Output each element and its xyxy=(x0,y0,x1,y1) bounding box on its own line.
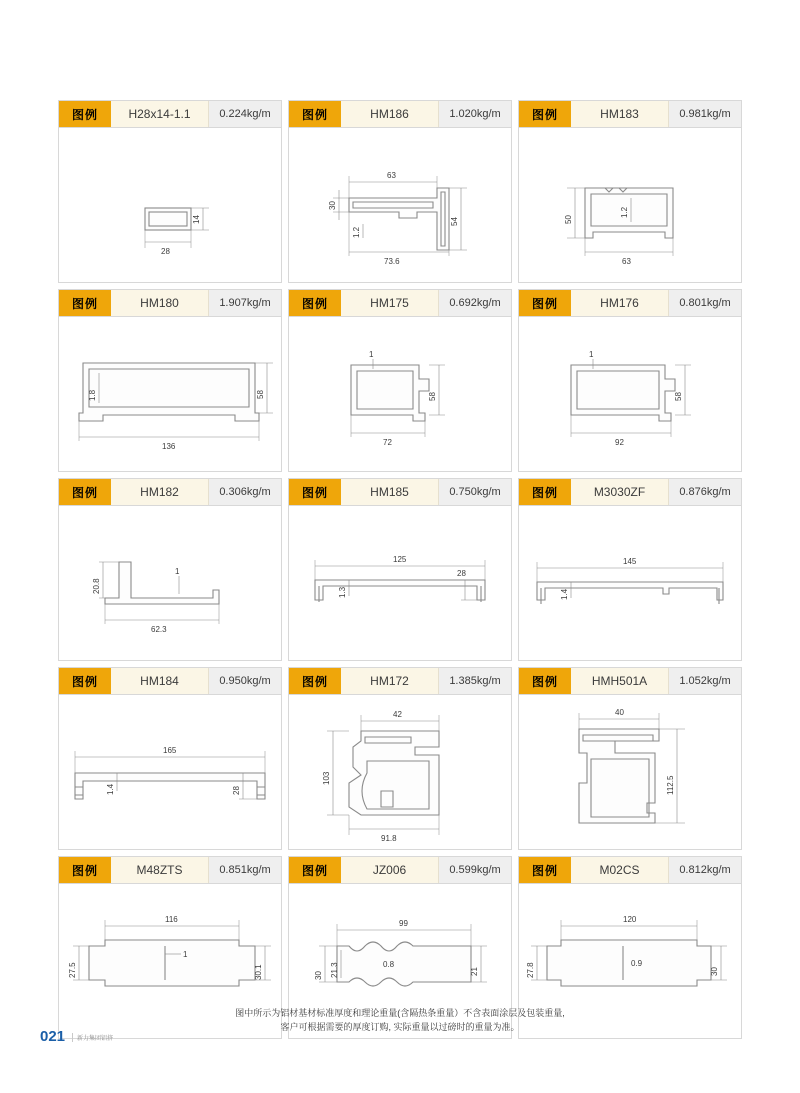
dim-label: 1.4 xyxy=(106,783,115,795)
dim-label: 30 xyxy=(328,201,337,210)
profile-code: HM172 xyxy=(341,668,439,694)
profile-weight: 0.812kg/m xyxy=(669,857,741,883)
profile-row xyxy=(58,289,742,472)
profile-drawing xyxy=(59,695,281,849)
legend-tag: 图例 xyxy=(519,857,571,883)
dim-label: 40 xyxy=(615,708,624,717)
profile-weight: 0.599kg/m xyxy=(439,857,511,883)
profile-card[interactable] xyxy=(518,289,742,472)
card-header xyxy=(59,857,281,884)
dim-label: 30 xyxy=(710,967,719,976)
legend-tag: 图例 xyxy=(519,290,571,316)
card-header xyxy=(519,290,741,317)
dim-label: 14 xyxy=(192,215,201,224)
legend-tag: 图例 xyxy=(289,479,341,505)
footnote-line-1: 图中所示为铝材基材标准厚度和理论重量(含隔热条重量）不含表面涂层及包装重量, xyxy=(235,1008,565,1018)
profile-weight: 0.306kg/m xyxy=(209,479,281,505)
profile-drawing xyxy=(289,695,511,849)
profile-card[interactable] xyxy=(288,289,512,472)
dim-label: 92 xyxy=(615,438,624,447)
legend-tag: 图例 xyxy=(519,479,571,505)
dim-label: 54 xyxy=(450,217,459,226)
dim-label: 0.9 xyxy=(631,959,643,968)
profile-code: HM186 xyxy=(341,101,439,127)
profile-weight: 0.981kg/m xyxy=(669,101,741,127)
profile-drawing xyxy=(519,317,741,471)
dim-label: 145 xyxy=(623,557,637,566)
profile-card[interactable] xyxy=(518,667,742,850)
profile-code: JZ006 xyxy=(341,857,439,883)
dim-label: 28 xyxy=(232,786,241,795)
dim-label: 116 xyxy=(165,915,178,924)
profile-code: HM185 xyxy=(341,479,439,505)
profile-card[interactable] xyxy=(518,100,742,283)
dim-label: 1 xyxy=(369,350,374,359)
profile-weight: 1.052kg/m xyxy=(669,668,741,694)
dim-label: 30 xyxy=(314,971,323,980)
profile-code: M48ZTS xyxy=(111,857,209,883)
profile-weight: 0.801kg/m xyxy=(669,290,741,316)
profile-drawing xyxy=(59,506,281,660)
profile-drawing xyxy=(519,695,741,849)
dim-label: 103 xyxy=(322,771,331,785)
legend-tag: 图例 xyxy=(59,101,111,127)
card-header xyxy=(59,290,281,317)
profile-code: M3030ZF xyxy=(571,479,669,505)
profile-card[interactable] xyxy=(58,667,282,850)
dim-label: 58 xyxy=(428,392,437,401)
dim-label: 20.8 xyxy=(92,578,101,594)
dim-label: 1.8 xyxy=(88,389,97,401)
profile-row xyxy=(58,100,742,283)
dim-label: 28 xyxy=(161,247,170,256)
profile-card[interactable] xyxy=(288,478,512,661)
profile-drawing xyxy=(289,128,511,282)
dim-label: 58 xyxy=(256,390,265,399)
profile-row xyxy=(58,667,742,850)
profile-drawing xyxy=(59,128,281,282)
profile-drawing xyxy=(59,317,281,471)
profile-drawing xyxy=(289,317,511,471)
profile-code: HM175 xyxy=(341,290,439,316)
profile-code: HM182 xyxy=(111,479,209,505)
legend-tag: 图例 xyxy=(59,479,111,505)
card-header xyxy=(519,668,741,695)
profile-card[interactable] xyxy=(58,100,282,283)
profile-weight: 0.750kg/m xyxy=(439,479,511,505)
profile-weight: 1.020kg/m xyxy=(439,101,511,127)
profile-card[interactable] xyxy=(518,478,742,661)
profile-code: HM184 xyxy=(111,668,209,694)
dim-label: 120 xyxy=(623,915,637,924)
dim-label: 58 xyxy=(674,392,683,401)
profile-weight: 0.851kg/m xyxy=(209,857,281,883)
legend-tag: 图例 xyxy=(59,290,111,316)
dim-label: 63 xyxy=(622,257,631,266)
footnote-line-2: 客户可根据需要的厚度订购, 实际重量以过磅时的重量为准。 xyxy=(280,1022,520,1032)
dim-label: 91.8 xyxy=(381,834,397,843)
dim-label: 30.1 xyxy=(254,964,263,980)
card-header xyxy=(519,101,741,128)
legend-tag: 图例 xyxy=(289,857,341,883)
dim-label: 1.4 xyxy=(560,588,569,600)
profile-code: HM180 xyxy=(111,290,209,316)
card-header xyxy=(59,101,281,128)
footnote xyxy=(0,1006,800,1034)
dim-label: 112.5 xyxy=(666,775,675,795)
card-header xyxy=(289,668,511,695)
dim-label: 73.6 xyxy=(384,257,400,266)
dim-label: 28 xyxy=(457,569,466,578)
card-header xyxy=(519,479,741,506)
profile-weight: 1.385kg/m xyxy=(439,668,511,694)
profile-card[interactable] xyxy=(58,478,282,661)
legend-tag: 图例 xyxy=(519,101,571,127)
legend-tag: 图例 xyxy=(289,668,341,694)
dim-label: 0.8 xyxy=(383,960,395,969)
profile-weight: 1.907kg/m xyxy=(209,290,281,316)
legend-tag: 图例 xyxy=(289,290,341,316)
profile-grid xyxy=(58,100,742,1045)
dim-label: 136 xyxy=(162,442,176,451)
profile-code: HMH501A xyxy=(571,668,669,694)
page-footer-note: 新力集团铝挤 xyxy=(72,1033,113,1042)
card-header xyxy=(59,479,281,506)
profile-weight: 0.224kg/m xyxy=(209,101,281,127)
dim-label: 99 xyxy=(399,919,408,928)
card-header xyxy=(289,101,511,128)
dim-label: 50 xyxy=(564,215,573,224)
legend-tag: 图例 xyxy=(59,857,111,883)
profile-code: HM183 xyxy=(571,101,669,127)
dim-label: 21 xyxy=(470,967,479,976)
dim-label: 1.3 xyxy=(338,586,347,598)
profile-card[interactable] xyxy=(288,667,512,850)
profile-drawing xyxy=(289,506,511,660)
profile-card[interactable] xyxy=(58,289,282,472)
profile-code: H28x14-1.1 xyxy=(111,101,209,127)
profile-drawing xyxy=(519,506,741,660)
card-header xyxy=(289,479,511,506)
dim-label: 1 xyxy=(183,950,188,959)
card-header xyxy=(519,857,741,884)
profile-code: HM176 xyxy=(571,290,669,316)
profile-drawing xyxy=(519,128,741,282)
dim-label: 27.8 xyxy=(526,962,535,978)
profile-card[interactable] xyxy=(288,100,512,283)
dim-label: 72 xyxy=(383,438,392,447)
dim-label: 63 xyxy=(387,171,396,180)
legend-tag: 图例 xyxy=(59,668,111,694)
card-header xyxy=(289,857,511,884)
dim-label: 1 xyxy=(589,350,594,359)
dim-label: 1 xyxy=(175,567,180,576)
dim-label: 125 xyxy=(393,555,407,564)
card-header xyxy=(59,668,281,695)
card-header xyxy=(289,290,511,317)
dim-label: 42 xyxy=(393,710,402,719)
dim-label: 165 xyxy=(163,746,177,755)
legend-tag: 图例 xyxy=(519,668,571,694)
dim-label: 27.5 xyxy=(68,962,77,978)
profile-weight: 0.950kg/m xyxy=(209,668,281,694)
profile-code: M02CS xyxy=(571,857,669,883)
dim-label: 62.3 xyxy=(151,625,167,634)
legend-tag: 图例 xyxy=(289,101,341,127)
page-number: 021 xyxy=(40,1028,66,1045)
dim-label: 1.2 xyxy=(352,226,361,238)
profile-weight: 0.692kg/m xyxy=(439,290,511,316)
profile-row xyxy=(58,478,742,661)
dim-label: 21.3 xyxy=(330,962,339,978)
profile-weight: 0.876kg/m xyxy=(669,479,741,505)
dim-label: 1.2 xyxy=(620,206,629,218)
